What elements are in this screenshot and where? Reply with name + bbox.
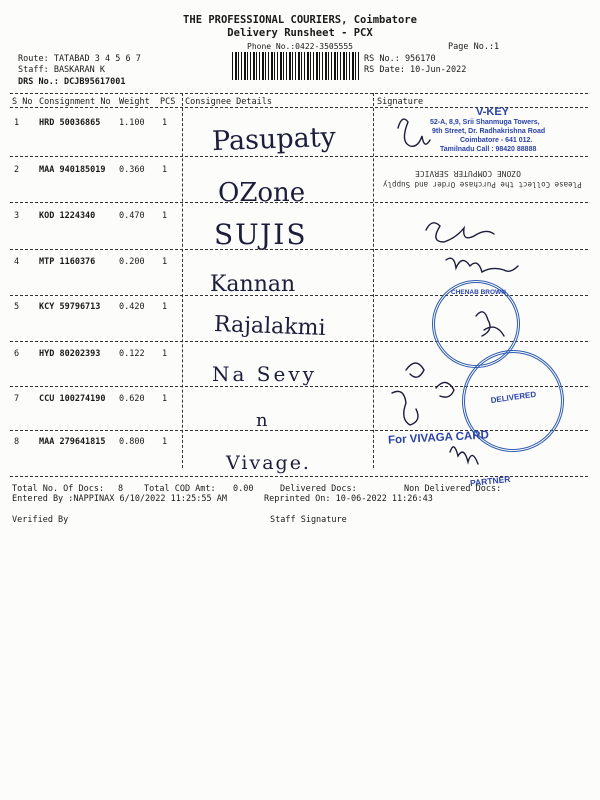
col-weight: Weight xyxy=(119,97,150,107)
row-8-weight: 0.800 xyxy=(119,437,145,447)
total-cod-value: 0.00 xyxy=(233,484,254,494)
signature-scribbles xyxy=(376,108,592,478)
row-8-sno: 8 xyxy=(14,437,20,447)
col-signature: Signature xyxy=(377,97,424,107)
signature-row-6 xyxy=(406,363,454,397)
vkey-stamp-name: V-KEY xyxy=(476,106,510,118)
seal-2-text: DELIVERED xyxy=(490,389,537,406)
row-3-consignment: KOD 1224340 xyxy=(39,211,96,221)
rs-number: RS No.: 956170 xyxy=(364,54,436,64)
row-6-weight: 0.122 xyxy=(119,349,145,359)
total-docs-value: 8 xyxy=(118,484,124,494)
row-5-weight: 0.420 xyxy=(119,302,145,312)
signature-row-1 xyxy=(398,119,430,146)
consignee-column-rule xyxy=(182,93,183,468)
row-1-weight: 1.100 xyxy=(119,118,145,128)
row-5-sno: 5 xyxy=(14,302,20,312)
row-4-consignment: MTP 1160376 xyxy=(39,257,96,267)
drs-number: DRS No.: DCJB95617001 xyxy=(18,77,126,87)
row-6-sno: 6 xyxy=(14,349,20,359)
row-3-weight: 0.470 xyxy=(119,211,145,221)
vkey-stamp-line2: 9th Street, Dr. Radhakrishna Road xyxy=(432,128,546,135)
row-6-consignee: Na Sevy xyxy=(212,362,317,386)
col-consignee: Consignee Details xyxy=(185,97,272,107)
row-7-weight: 0.620 xyxy=(119,394,145,404)
row-7-sno: 7 xyxy=(14,394,20,404)
entered-by: Entered By :NAPPINAX 6/10/2022 11:25:55 AM xyxy=(12,494,227,504)
reprinted-on: Reprinted On: 10-06-2022 11:26:43 xyxy=(264,494,433,504)
row-5-consignee: Rajalakmi xyxy=(213,312,326,341)
row-2-consignment: MAA 940185019 xyxy=(39,165,106,175)
signature-column-rule xyxy=(373,93,374,468)
row-4-pcs: 1 xyxy=(162,257,168,267)
company-name: THE PROFESSIONAL COURIERS, Coimbatore xyxy=(183,14,417,26)
row-7-consignee: n xyxy=(256,410,268,431)
staff-signature: Staff Signature xyxy=(270,515,347,525)
row-1-pcs: 1 xyxy=(162,118,168,128)
row-4-sno: 4 xyxy=(14,257,20,267)
row-3-sno: 3 xyxy=(14,211,20,221)
total-docs-label: Total No. Of Docs: xyxy=(12,484,105,494)
row-5-consignment: KCY 59796713 xyxy=(39,302,101,312)
col-pcs: PCS xyxy=(160,97,176,107)
col-consignment: Consignment No xyxy=(39,97,111,107)
delivered-docs-label: Delivered Docs: xyxy=(280,484,357,494)
row-4-weight: 0.200 xyxy=(119,257,145,267)
row-1-consignee: Pasupaty xyxy=(211,121,337,158)
barcode xyxy=(232,52,360,80)
row-6-consignment: HYD 80202393 xyxy=(39,349,101,359)
row-5-pcs: 1 xyxy=(162,302,168,312)
row-6-pcs: 1 xyxy=(162,349,168,359)
vkey-stamp-line1: 52-A, 8,9, Srii Shanmuga Towers, xyxy=(430,119,540,126)
row-1-sno: 1 xyxy=(14,118,20,128)
signature-row-7 xyxy=(392,391,418,425)
row-7-consignment: CCU 100274190 xyxy=(39,394,106,404)
phone-number: Phone No.:0422-3505555 xyxy=(247,42,353,51)
partner-stamp: PARTNER xyxy=(469,473,511,489)
total-cod-label: Total COD Amt: xyxy=(144,484,216,494)
signature-row-8 xyxy=(450,447,478,464)
seal-1-text: CHENAB BROWN xyxy=(451,289,506,296)
row-2-weight: 0.360 xyxy=(119,165,145,175)
ozone-stamp-line1: OZONE COMPUTER SERVICE xyxy=(415,169,521,178)
signature-row-4 xyxy=(446,258,518,272)
row-7-pcs: 1 xyxy=(162,394,168,404)
row-2-pcs: 1 xyxy=(162,165,168,175)
row-3-pcs: 1 xyxy=(162,211,168,221)
vkey-stamp-line3: Coimbatore - 641 012. xyxy=(460,137,533,144)
ozone-stamp-line2: Please Collect the Purchase Order and Supply xyxy=(383,180,582,189)
vkey-stamp-line4: Tamilnadu Call : 98420 88888 xyxy=(440,146,537,153)
verified-by: Verified By xyxy=(12,515,69,525)
rs-date: RS Date: 10-Jun-2022 xyxy=(364,65,467,75)
page-number: Page No.:1 xyxy=(448,42,500,52)
table-top-rule xyxy=(10,93,588,94)
row-1-consignment: HRD 50036865 xyxy=(39,118,101,128)
signature-row-3 xyxy=(426,223,494,242)
route: Route: TATABAD 3 4 5 6 7 xyxy=(18,54,141,64)
row-8-pcs: 1 xyxy=(162,437,168,447)
vivaga-stamp: For VIVAGA CARD xyxy=(387,429,490,447)
row-4-consignee: Kannan xyxy=(210,272,296,297)
signature-row-5 xyxy=(476,312,504,336)
row-2-consignee: OZone xyxy=(218,178,306,208)
non-delivered-docs-label: Non Delivered Docs: xyxy=(404,484,502,494)
row-8-consignment: MAA 279641815 xyxy=(39,437,106,447)
col-sno: S No xyxy=(12,97,33,107)
staff: Staff: BASKARAN K xyxy=(18,65,105,75)
document-title: Delivery Runsheet - PCX xyxy=(227,27,373,39)
row-8-consignee: Vivage. xyxy=(226,452,311,474)
row-3-consignee: SUJIS xyxy=(214,218,308,251)
row-2-sno: 2 xyxy=(14,165,20,175)
